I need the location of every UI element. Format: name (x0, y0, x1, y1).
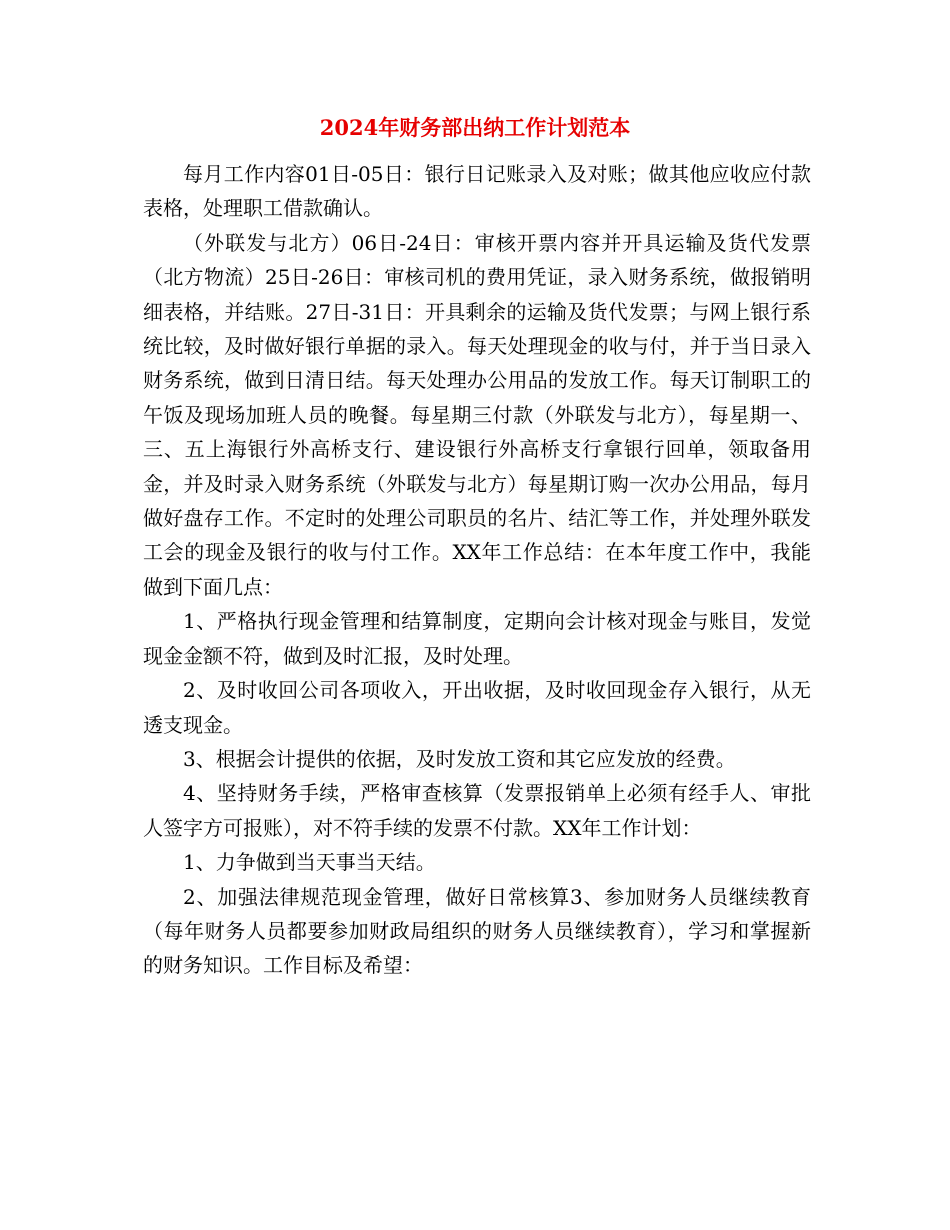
paragraph-summary-point-4: 4、坚持财务手续，严格审查核算（发票报销单上必须有经手人、审批人签字方可报账），对不符手续的发票不付款。XX年工作计划： (143, 781, 811, 840)
paragraph-plan-point-1: 1、力争做到当天事当天结。 (183, 850, 436, 875)
paragraph-monthly-schedule: 每月工作内容01日-05日：银行日记账录入及对账；做其他应收应付款表格，处理职工借款确认。 (143, 162, 811, 221)
paragraph-summary-point-1: 1、严格执行现金管理和结算制度，定期向会计核对现金与账目，发觉现金金额不符，做到及时汇报，及时处理。 (143, 609, 811, 668)
paragraph-summary-point-2: 2、及时收回公司各项收入，开出收据，及时收回现金存入银行，从无透支现金。 (143, 678, 811, 737)
document-body (143, 157, 811, 983)
paragraph-summary-point-3: 3、根据会计提供的依据，及时发放工资和其它应发放的经费。 (183, 746, 736, 771)
paragraph-daily-duties: （外联发与北方）06日-24日：审核开票内容并开具运输及货代发票（北方物流）25日-26日：审核司机的费用凭证，录入财务系统，做报销明细表格，并结账。27日-31日：开具剩余的运输及货代发票；与网上银行系统比较，及时做好银行单据的录入。每天处理现金的收与付，并于当日录入财务系统，做到日清日结。每天处理办公用品的发放工作。每天订制职工的午饭及现场加班人员的晚餐。每星期三付款（外联发与北方），每星期一、三、五上海银行外高桥支行、建设银行外高桥支行拿银行回单，领取备用金，并及时录入财务系统（外联发与北方）每星期订购一次办公用品，每月做好盘存工作。不定时的处理公司职员的名片、结汇等工作，并处理外联发工会的现金及银行的收与付工作。XX年工作总结：在本年度工作中，我能做到下面几点： (143, 230, 811, 599)
document-title: 2024年财务部出纳工作计划范本 (319, 115, 631, 140)
paragraph-plan-point-2: 2、加强法律规范现金管理，做好日常核算3、参加财务人员继续教育（每年财务人员都要参加财政局组织的财务人员继续教育），学习和掌握新的财务知识。工作目标及希望： (143, 884, 811, 978)
